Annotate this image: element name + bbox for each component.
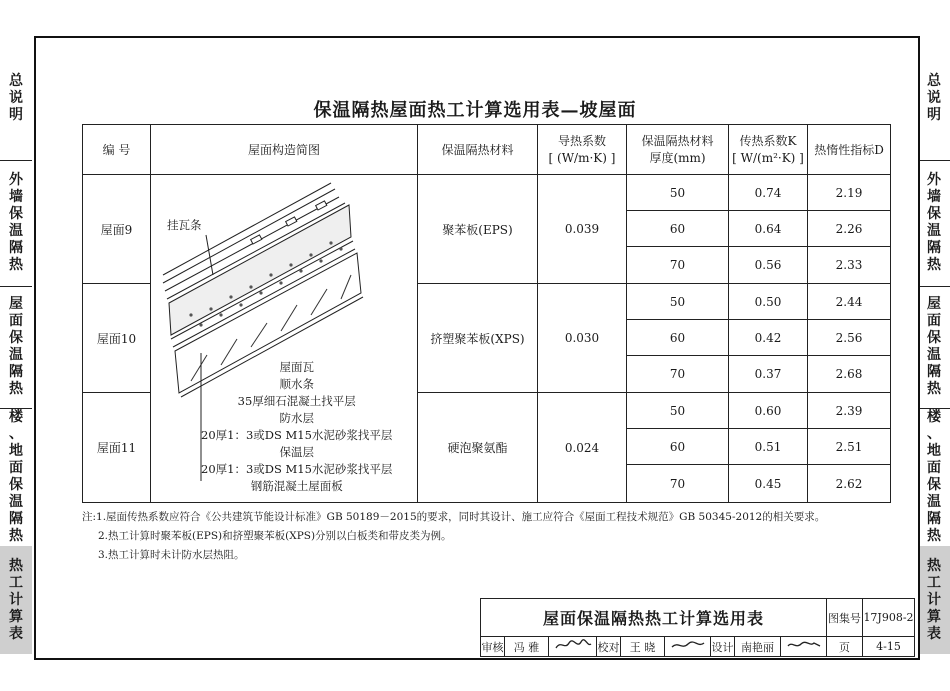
sidebar-item-wall[interactable]: 外 墙 保 温 隔 热 [9,172,23,273]
cell-k: 0.74 [729,175,808,211]
cell-thickness: 60 [627,211,729,247]
atlas-number: 17J908-2 [863,599,915,637]
designer-signature [781,637,827,657]
drawing-name: 屋面保温隔热热工计算选用表 [481,599,827,637]
layer-label: 20厚1：3或DS M15水泥砂浆找平层 [201,462,393,476]
cell-d: 2.19 [808,175,891,211]
sidebar-item-general[interactable]: 总 说 明 [927,72,941,123]
header-material: 保温隔热材料 [418,125,538,175]
cell-thickness: 50 [627,284,729,320]
cell-k: 0.51 [729,429,808,465]
cell-k: 0.42 [729,320,808,356]
header-k: 传热系数K [ W/(m²·K) ] [729,125,808,175]
cell-k: 0.45 [729,465,808,503]
header-thickness: 保温隔热材料 厚度(mm) [627,125,729,175]
sidebar-item-general[interactable]: 总 说 明 [9,72,23,123]
sidebar-item-roof[interactable]: 屋 面 保 温 隔 热 [927,296,941,397]
cell-d: 2.44 [808,284,891,320]
cell-d: 2.62 [808,465,891,503]
layer-label: 20厚1：3或DS M15水泥砂浆找平层 [201,428,393,442]
sidebar-item-roof[interactable]: 屋 面 保 温 隔 热 [9,296,23,397]
row-conductivity: 0.030 [538,284,627,393]
page-title: 保温隔热屋面热工计算选用表—坡屋面 [313,100,637,121]
layer-label: 防水层 [279,411,314,425]
page-label: 页 [827,637,863,657]
right-sidebar [918,36,950,656]
cell-k: 0.37 [729,356,808,393]
row-conductivity: 0.024 [538,393,627,503]
layer-label: 顺水条 [279,377,314,391]
cell-d: 2.51 [808,429,891,465]
note-line: 2.热工计算时聚苯板(EPS)和挤塑聚苯板(XPS)分别以白板类和带皮类为例。 [98,530,452,542]
row-id: 屋面9 [83,175,151,284]
review-label: 审核 [481,637,505,657]
cell-thickness: 70 [627,465,729,503]
checker-signature [665,637,711,657]
cell-k: 0.64 [729,211,808,247]
header-diagram: 屋面构造简图 [151,125,418,175]
cell-d: 2.26 [808,211,891,247]
designer-name: 南艳丽 [735,637,781,657]
tag-label: 挂瓦条 [167,218,202,232]
header-d: 热惰性指标D [808,125,891,175]
cell-thickness: 70 [627,356,729,393]
left-sidebar [0,36,32,656]
page-number: 4-15 [863,637,915,657]
cell-d: 2.68 [808,356,891,393]
cell-thickness: 70 [627,247,729,284]
row-conductivity: 0.039 [538,175,627,284]
sidebar-item-floor[interactable]: 楼 、 地 面 保 温 隔 热 [9,409,23,544]
reviewer-signature [549,637,597,657]
cell-thickness: 50 [627,393,729,429]
row-material: 聚苯板(EPS) [418,175,538,284]
title-block [480,598,915,657]
layer-label: 保温层 [279,445,314,459]
row-id: 屋面10 [83,284,151,393]
table-row [83,175,891,211]
header-id: 编 号 [83,125,151,175]
row-material: 挤塑聚苯板(XPS) [418,284,538,393]
cell-d: 2.39 [808,393,891,429]
layer-label: 钢筋混凝土屋面板 [250,479,343,493]
sidebar-item-wall[interactable]: 外 墙 保 温 隔 热 [927,172,941,273]
atlas-label: 图集号 [827,599,863,637]
cell-k: 0.56 [729,247,808,284]
reviewer-name: 冯 雅 [505,637,549,657]
cell-k: 0.60 [729,393,808,429]
header-conductivity: 导热系数 [ (W/m·K) ] [538,125,627,175]
table-header-row [83,125,891,175]
checker-name: 王 晓 [621,637,665,657]
sidebar-item-thermal[interactable]: 热 工 计 算 表 [918,546,950,654]
layer-list [201,359,392,495]
cell-d: 2.56 [808,320,891,356]
notes [82,508,825,565]
diagram-cell [151,175,418,503]
layer-label: 35厚细石混凝土找平层 [237,394,356,408]
note-line: 3.热工计算时未计防水层热阻。 [98,549,245,561]
sidebar-item-floor[interactable]: 楼 、 地 面 保 温 隔 热 [927,409,941,544]
row-id: 屋面11 [83,393,151,503]
thermal-table [82,124,891,503]
layer-label: 屋面瓦 [279,360,314,374]
cell-thickness: 60 [627,429,729,465]
cell-k: 0.50 [729,284,808,320]
cell-d: 2.33 [808,247,891,284]
sidebar-item-thermal[interactable]: 热 工 计 算 表 [0,546,32,654]
row-material: 硬泡聚氨酯 [418,393,538,503]
cell-thickness: 50 [627,175,729,211]
note-line: 注:1.屋面传热系数应符合《公共建筑节能设计标准》GB 50189－2015的要求，同时其设计、施工应符合《屋面工程技术规范》GB 50345-2012的相关要求。 [82,511,826,523]
cell-thickness: 60 [627,320,729,356]
design-label: 设计 [711,637,735,657]
check-label: 校对 [597,637,621,657]
